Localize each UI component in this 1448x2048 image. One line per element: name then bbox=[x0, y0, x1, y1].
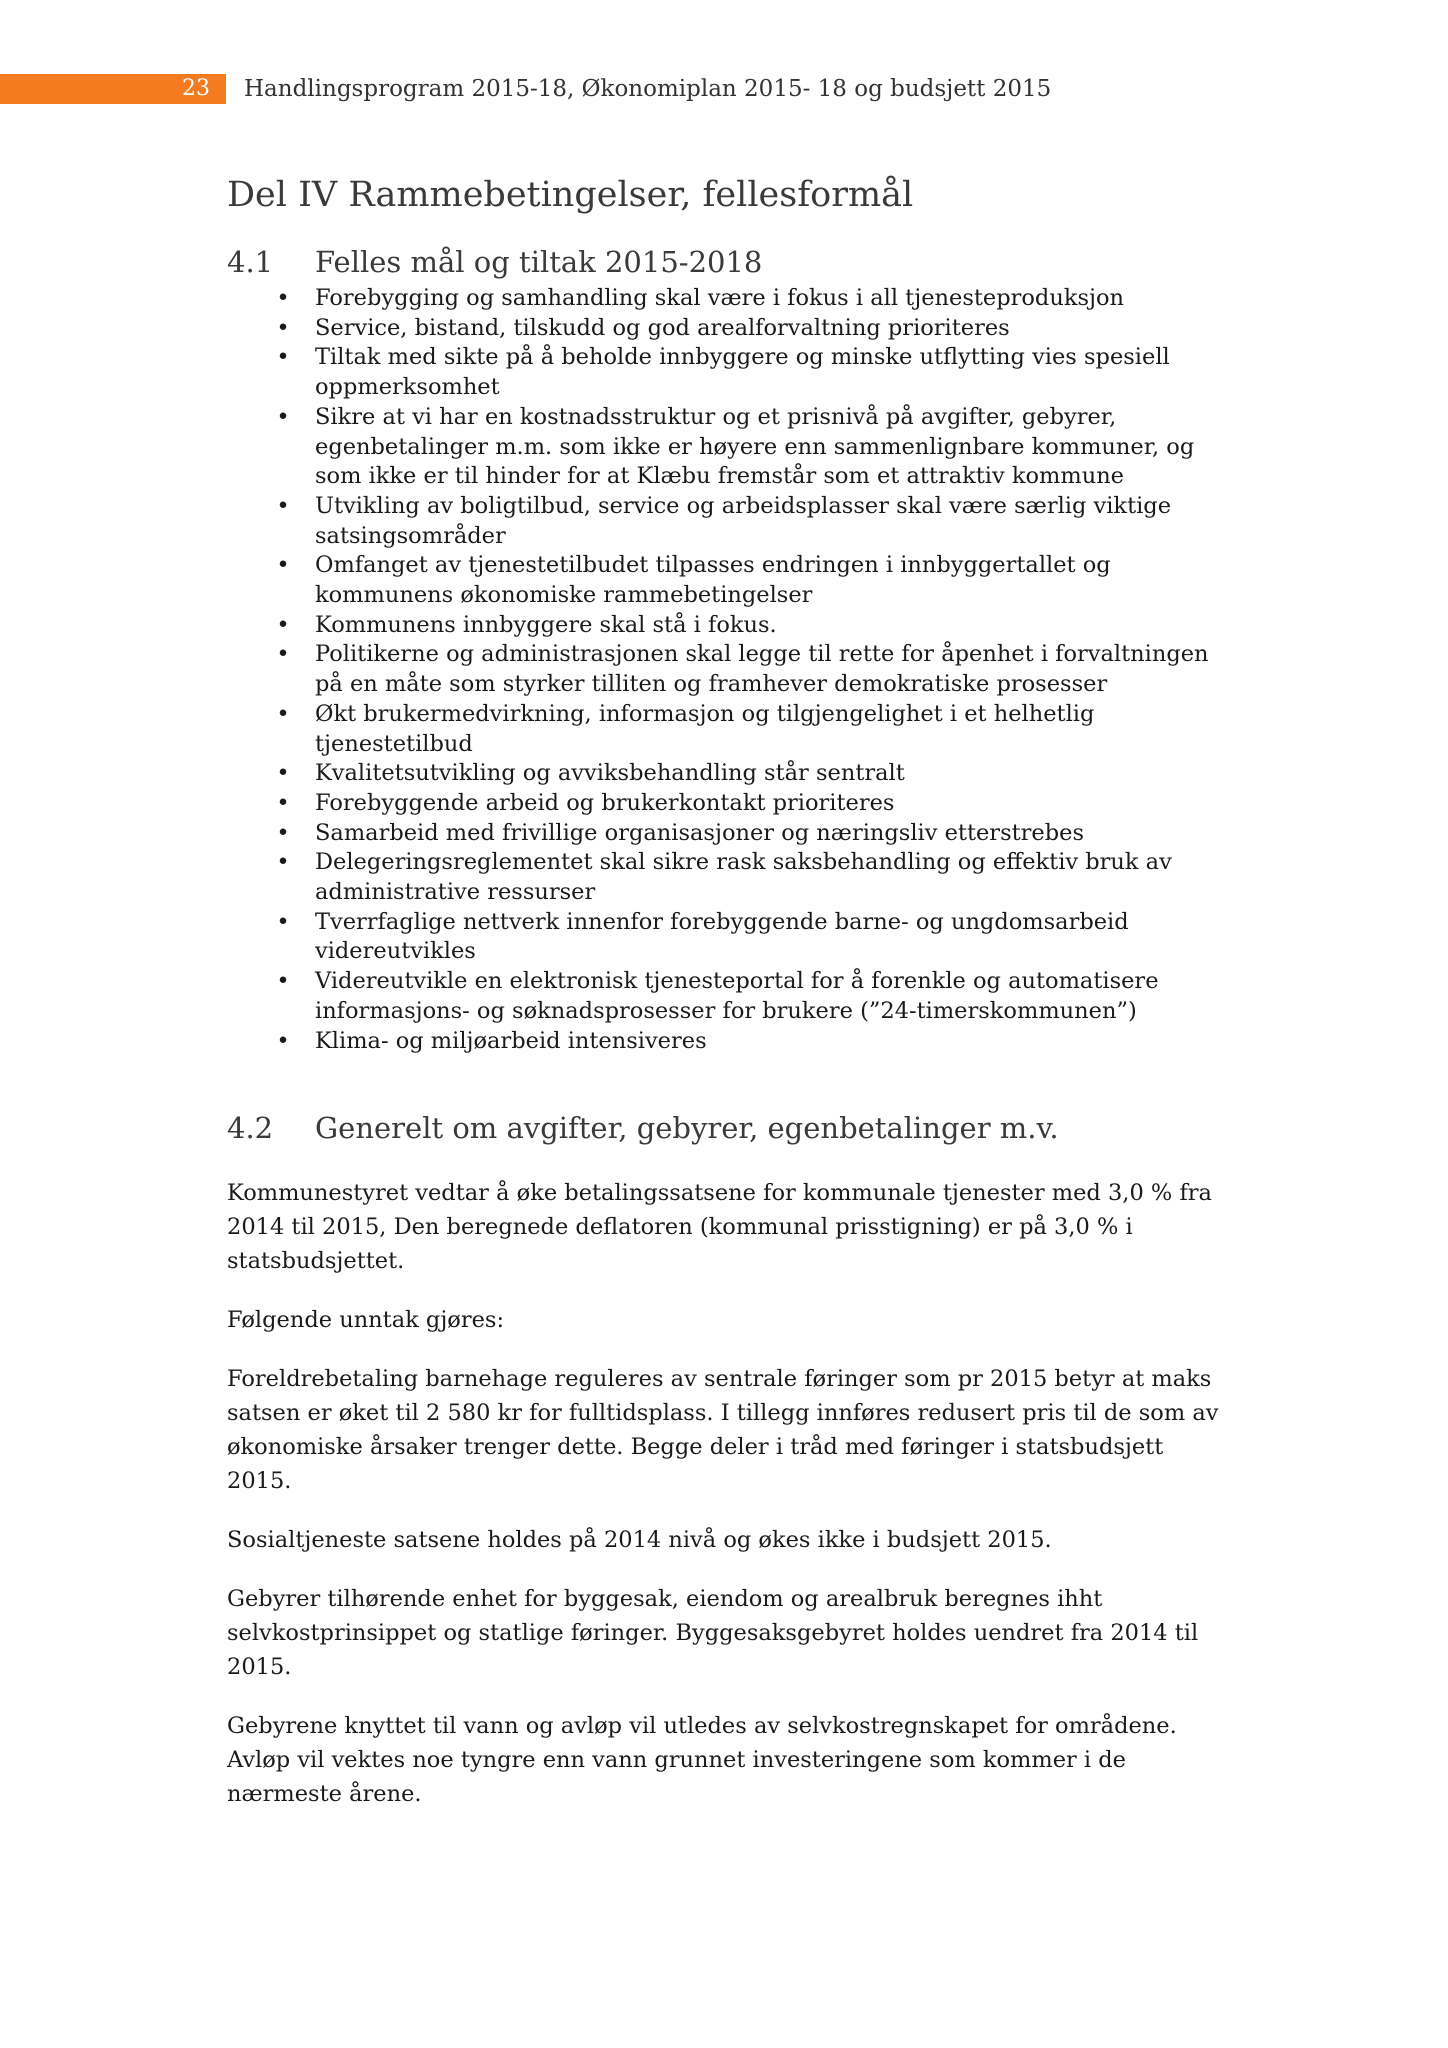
list-item-text: Delegeringsreglementet skal sikre rask saksbehandling og effektiv bruk av bbox=[315, 849, 1172, 876]
list-item bbox=[276, 492, 1227, 551]
list-item-text: administrative ressurser bbox=[315, 879, 596, 906]
bullet-icon: • bbox=[276, 314, 290, 341]
list-item bbox=[276, 819, 1227, 849]
list-item bbox=[276, 640, 1227, 699]
list-item-text: Tverrfaglige nettverk innenfor forebyggende barne- og ungdomsarbeid bbox=[315, 908, 1129, 935]
goals-bullet-list bbox=[227, 284, 1227, 1056]
bullet-icon: • bbox=[276, 819, 290, 846]
list-item bbox=[276, 611, 1227, 641]
list-item bbox=[276, 314, 1227, 344]
list-item-text: Kommunens innbyggere skal stå i fokus. bbox=[315, 611, 777, 638]
section-number: 4.1 bbox=[227, 245, 274, 279]
paragraph bbox=[227, 1362, 1227, 1498]
section-title: Felles mål og tiltak 2015-2018 bbox=[315, 245, 763, 279]
list-item-text: Sikre at vi har en kostnadsstruktur og et prisnivå på avgifter, gebyrer, bbox=[315, 403, 1117, 430]
list-item-text: som ikke er til hinder for at Klæbu fremstår som et attraktiv kommune bbox=[315, 463, 1125, 490]
paragraph-line: Kommunestyret vedtar å øke betalingssatsene for kommunale tjenester med 3,0 % fra bbox=[227, 1180, 1212, 1207]
document-body bbox=[227, 170, 1227, 1811]
section-title: Generelt om avgifter, gebyrer, egenbetalinger m.v. bbox=[315, 1111, 1059, 1146]
paragraph bbox=[227, 1709, 1227, 1811]
page-header bbox=[0, 74, 1448, 104]
bullet-icon: • bbox=[276, 789, 290, 816]
list-item-text: egenbetalinger m.m. som ikke er høyere enn sammenlignbare kommuner, og bbox=[315, 433, 1195, 460]
bullet-icon: • bbox=[276, 760, 290, 787]
list-item bbox=[276, 284, 1227, 314]
list-item bbox=[276, 403, 1227, 492]
paragraph bbox=[227, 1523, 1227, 1557]
list-item bbox=[276, 908, 1227, 967]
bullet-icon: • bbox=[276, 968, 290, 995]
paragraph-line: satsen er øket til 2 580 kr for fulltidsplass. I tillegg innføres redusert pris til de som av bbox=[227, 1400, 1219, 1427]
paragraph bbox=[227, 1303, 1227, 1337]
list-item-text: Service, bistand, tilskudd og god arealforvaltning prioriteres bbox=[315, 314, 1010, 341]
list-item bbox=[276, 967, 1227, 1026]
list-item-text: Politikerne og administrasjonen skal legge til rette for åpenhet i forvaltningen bbox=[315, 641, 1209, 668]
header-title: Handlingsprogram 2015-18, Økonomiplan 2015- 18 og budsjett 2015 bbox=[244, 76, 1052, 102]
list-item-text: på en måte som styrker tilliten og framhever demokratiske prosesser bbox=[315, 671, 1108, 698]
bullet-icon: • bbox=[276, 908, 290, 935]
paragraph-line: Gebyrer tilhørende enhet for byggesak, eiendom og arealbruk beregnes ihht bbox=[227, 1586, 1103, 1613]
list-item-text: informasjons- og søknadsprosesser for brukere (”24-timerskommunen”) bbox=[315, 997, 1137, 1024]
section-heading-4-1 bbox=[227, 242, 1227, 282]
paragraph-line: Sosialtjeneste satsene holdes på 2014 nivå og økes ikke i budsjett 2015. bbox=[227, 1527, 1052, 1554]
list-item bbox=[276, 759, 1227, 789]
bullet-icon: • bbox=[276, 552, 290, 579]
list-item-text: oppmerksomhet bbox=[315, 374, 500, 401]
list-item-text: satsingsområder bbox=[315, 522, 506, 549]
paragraph bbox=[227, 1176, 1227, 1278]
list-item-text: Omfanget av tjenestetilbudet tilpasses endringen i innbyggertallet og bbox=[315, 552, 1111, 579]
paragraph-line: Foreldrebetaling barnehage reguleres av sentrale føringer som pr 2015 betyr at maks bbox=[227, 1366, 1212, 1393]
list-item bbox=[276, 551, 1227, 610]
part-title: Del IV Rammebetingelser, fellesformål bbox=[227, 175, 914, 215]
paragraph-line: nærmeste årene. bbox=[227, 1781, 422, 1808]
section-paragraphs bbox=[227, 1176, 1227, 1811]
paragraph-line: Avløp vil vektes noe tyngre enn vann grunnet investeringene som kommer i de bbox=[227, 1747, 1127, 1774]
paragraph-line: økonomiske årsaker trenger dette. Begge deler i tråd med føringer i statsbudsjett 2015. bbox=[227, 1434, 1164, 1495]
list-item-text: Utvikling av boligtilbud, service og arbeidsplasser skal være særlig viktige bbox=[315, 492, 1172, 519]
paragraph bbox=[227, 1582, 1227, 1684]
list-item-text: Klima- og miljøarbeid intensiveres bbox=[315, 1027, 707, 1054]
list-item-text: kommunens økonomiske rammebetingelser bbox=[315, 582, 813, 609]
paragraph-line: selvkostprinsippet og statlige føringer. Byggesaksgebyret holdes uendret fra 2014 til bbox=[227, 1620, 1199, 1647]
list-item-text: Forebyggende arbeid og brukerkontakt prioriteres bbox=[315, 789, 895, 816]
list-item-text: Samarbeid med frivillige organisasjoner og næringsliv etterstrebes bbox=[315, 819, 1084, 846]
bullet-icon: • bbox=[276, 641, 290, 668]
bullet-icon: • bbox=[276, 344, 290, 371]
section-heading-4-2 bbox=[227, 1108, 1227, 1148]
bullet-icon: • bbox=[276, 285, 290, 311]
list-item bbox=[276, 789, 1227, 819]
list-item-text: videreutvikles bbox=[315, 938, 476, 965]
bullet-icon: • bbox=[276, 403, 290, 430]
bullet-icon: • bbox=[276, 611, 290, 638]
page-number: 23 bbox=[0, 74, 226, 104]
list-item bbox=[276, 700, 1227, 759]
paragraph-line: Følgende unntak gjøres: bbox=[227, 1307, 505, 1334]
list-item-text: Videreutvikle en elektronisk tjenesteportal for å forenkle og automatisere bbox=[315, 968, 1159, 995]
paragraph-line: 2014 til 2015, Den beregnede deflatoren (kommunal prisstigning) er på 3,0 % i bbox=[227, 1214, 1133, 1241]
list-item bbox=[276, 848, 1227, 907]
paragraph-line: Gebyrene knyttet til vann og avløp vil utledes av selvkostregnskapet for områdene. bbox=[227, 1713, 1177, 1740]
paragraph-line: 2015. bbox=[227, 1654, 292, 1681]
list-item-text: Kvalitetsutvikling og avviksbehandling står sentralt bbox=[315, 760, 905, 787]
bullet-icon: • bbox=[276, 849, 290, 876]
list-item-text: tjenestetilbud bbox=[315, 730, 473, 757]
bullet-icon: • bbox=[276, 700, 290, 727]
list-item-text: Tiltak med sikte på å beholde innbyggere og minske utflytting vies spesiell bbox=[315, 344, 1170, 371]
bullet-icon: • bbox=[276, 492, 290, 519]
list-item bbox=[276, 1027, 1227, 1057]
list-item-text: Økt brukermedvirkning, informasjon og tilgjengelighet i et helhetlig bbox=[315, 700, 1095, 727]
paragraph-line: statsbudsjettet. bbox=[227, 1248, 405, 1275]
section-number: 4.2 bbox=[227, 1111, 274, 1146]
list-item bbox=[276, 343, 1227, 402]
bullet-icon: • bbox=[276, 1027, 290, 1054]
list-item-text: Forebygging og samhandling skal være i fokus i all tjenesteproduksjon bbox=[315, 285, 1125, 311]
